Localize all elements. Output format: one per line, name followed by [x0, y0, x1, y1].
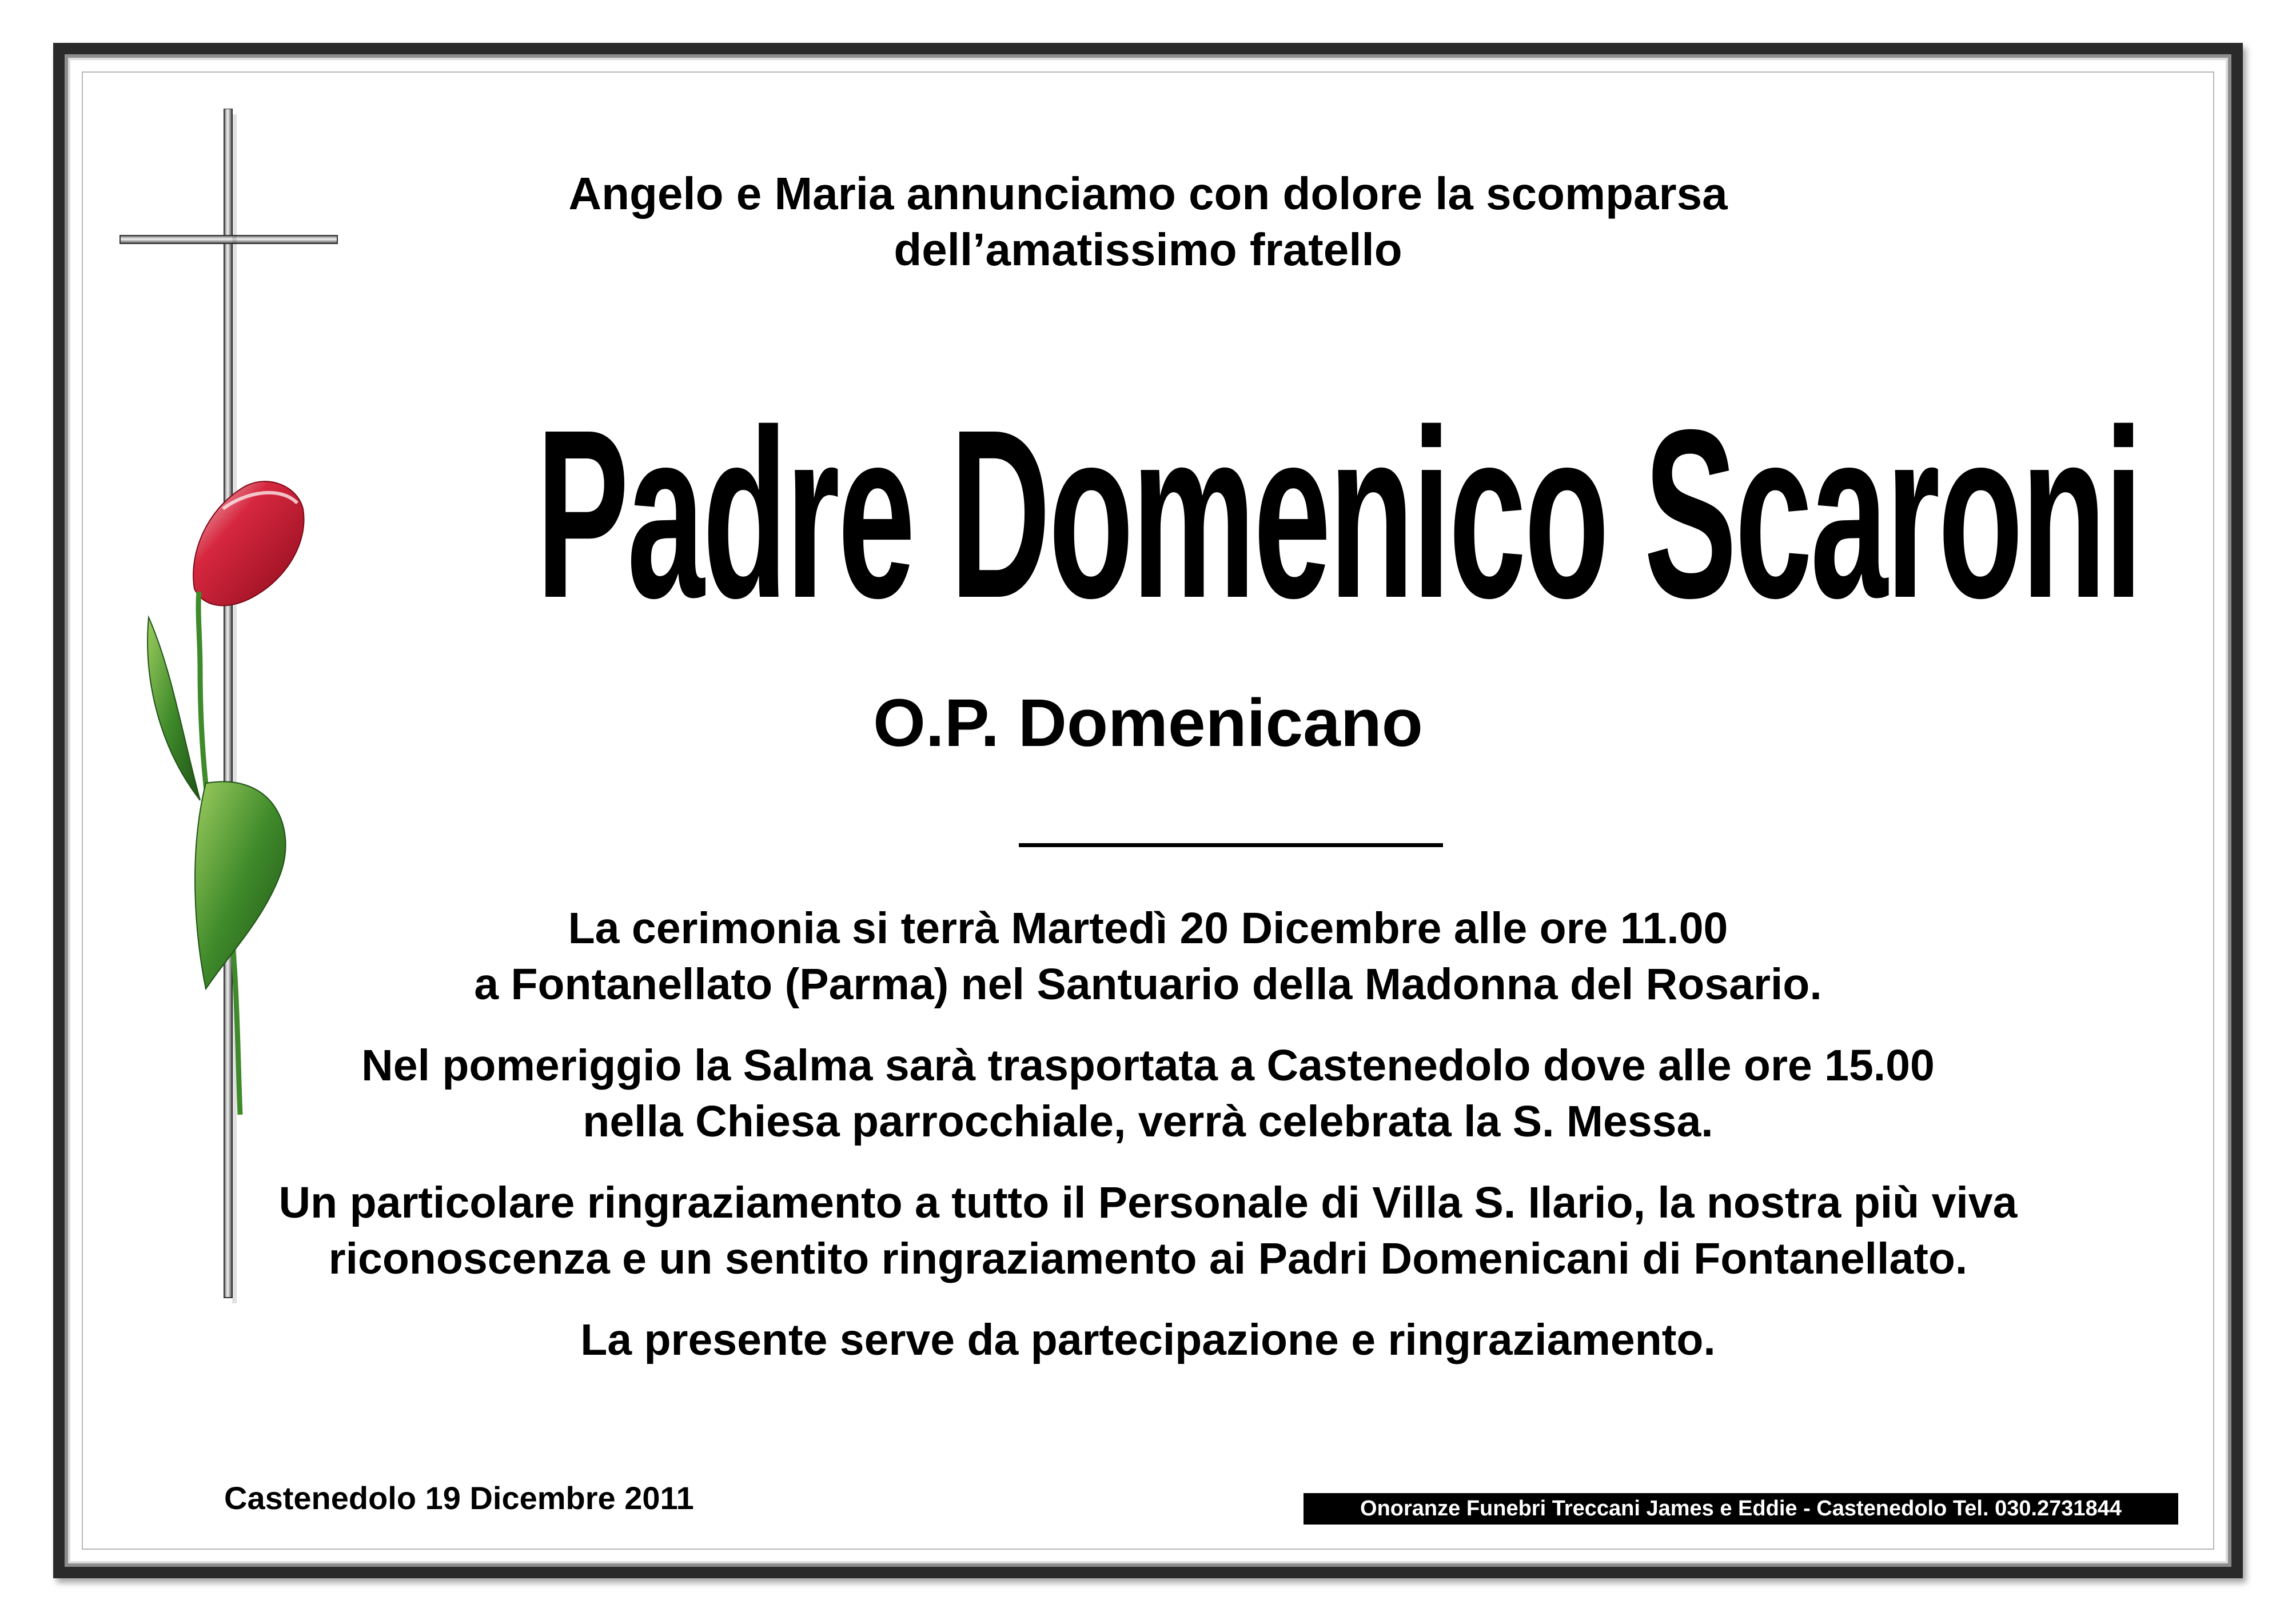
intro-text	[0, 166, 2296, 278]
ceremony-line-1: La cerimonia si terrà Martedì 20 Dicembre alle ore 11.00	[568, 904, 1728, 953]
afternoon-paragraph	[0, 1038, 2296, 1150]
thanks-line-2: riconoscenza e un sentito ringraziamento ai Padri Domenicani di Fontanellato.	[328, 1234, 1968, 1283]
ceremony-line-2: a Fontanellato (Parma) nel Santuario della Madonna del Rosario.	[474, 960, 1822, 1009]
religious-order: O.P. Domenicano	[873, 685, 1423, 761]
thanks-line-1: Un particolare ringraziamento a tutto il Personale di Villa S. Ilario, la nostra più viva	[278, 1178, 2018, 1227]
afternoon-line-1: Nel pomeriggio la Salma sarà trasportata a Castenedolo dove alle ore 15.00	[361, 1041, 1935, 1090]
afternoon-line-2: nella Chiesa parrocchiale, verrà celebrata la S. Messa.	[583, 1097, 1713, 1146]
thanks-paragraph	[0, 1175, 2296, 1287]
undertaker-banner: Onoranze Funebri Treccani James e Eddie - Castenedolo Tel. 030.2731844	[1304, 1493, 2178, 1525]
deceased-name	[536, 380, 2141, 648]
divider-line	[1019, 843, 1443, 847]
ceremony-paragraph	[0, 900, 2296, 1012]
place-and-date: Castenedolo 19 Dicembre 2011	[224, 1480, 694, 1516]
closing-text: La presente serve da partecipazione e ringraziamento.	[580, 1315, 1716, 1364]
deceased-name-text: Padre Domenico Scaroni	[536, 380, 2141, 648]
intro-line-2: dell’amatissimo fratello	[894, 224, 1402, 275]
intro-line-1: Angelo e Maria annunciamo con dolore la scomparsa	[568, 168, 1728, 219]
